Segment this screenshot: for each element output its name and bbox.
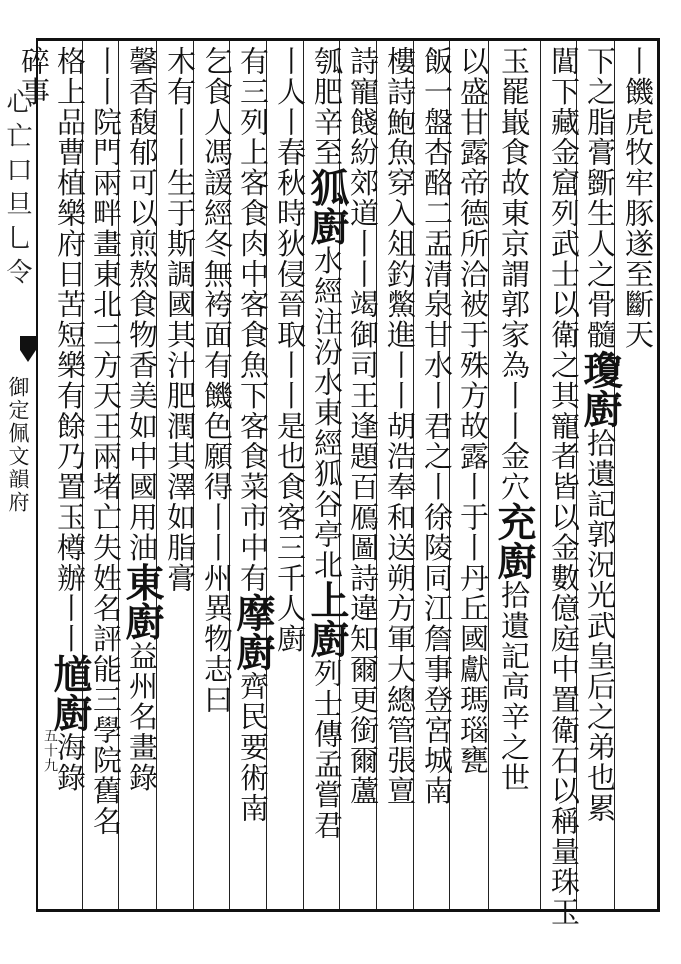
text-column (491, 46, 537, 906)
text-column (119, 46, 165, 906)
text-column (544, 46, 584, 928)
text-segment: 金數億庭中置衛石以稱量珠玉 (547, 532, 581, 928)
entry-heading: 充廚 (491, 502, 537, 580)
text-segment: 以盛甘露帝德所洽被于殊方故露丨于丨 (456, 46, 490, 563)
text-segment: 丨饑虎牧牢豚遂至斷天 (621, 46, 655, 350)
text-column (304, 46, 350, 906)
text-column (453, 46, 493, 906)
text-segment: 飯一盤杏酪二盂清泉甘水丨君之丨徐陵同江詹事登宮城南 (420, 46, 454, 806)
text-column (230, 46, 276, 906)
text-segment: 列士傳孟嘗君 (310, 658, 344, 841)
margin-fragment: 心亡口旦乚令 (2, 88, 32, 292)
text-segment: 乞食人馮諼經冬無袴面有饑色願得丨丨 (200, 46, 234, 563)
text-segment: 海錄 (53, 732, 87, 793)
text-segment: 玉罷嶯食故東京謂郭家為丨丨金穴 (497, 46, 531, 502)
text-column (197, 46, 237, 906)
text-segment: 格上品曹植樂府日苦短樂有餘乃置玉樽辦丨丨 (53, 46, 87, 654)
text-segment: 水經注汾水東經狐谷亭北 (310, 245, 344, 581)
text-segment: 益州名畫錄 (125, 640, 159, 793)
text-column (577, 46, 623, 906)
column-rule (540, 41, 541, 909)
text-segment: 食客三千人廚 (273, 471, 307, 655)
text-segment: 齊民要術南 (236, 671, 270, 824)
book-title: 御定佩文韻府 (6, 376, 30, 514)
text-column (14, 46, 54, 906)
text-column (86, 46, 126, 906)
text-column (160, 46, 200, 906)
text-segment: 有三列上客食肉中客食魚下客食菜市中有 (236, 46, 270, 594)
text-segment: 閶下藏金窟列武士以衛之其寵者皆以 (547, 46, 581, 533)
text-column (417, 46, 457, 906)
text-segment: 丹丘國獻瑪瑙甕 (456, 562, 490, 776)
text-segment: 馨香馥郁可以煎熬食物香美如中國用油 (125, 46, 159, 563)
text-segment: 拾遺記高辛之世 (497, 580, 531, 793)
text-column (380, 46, 420, 906)
text-segment: 瓠肥辛至 (310, 46, 344, 168)
text-segment: 詩寵餞紛郊道丨丨竭御司王逢題百鴈圖詩違知爾更銜爾蘆 (346, 46, 380, 806)
text-segment: 樓詩鮑魚穿入俎釣鱉進丨丨胡浩奉和送朔方軍大總管張亶 (383, 46, 417, 806)
text-segment: 三學院舊名 (89, 684, 123, 837)
entry-heading: 瓊廚 (577, 350, 623, 428)
text-segment: 拾遺記郭況光武皇后之弟也累 (583, 428, 617, 824)
entry-heading: 東廚 (119, 562, 165, 641)
text-segment: 下之脂膏斵生人之骨髓 (583, 46, 617, 350)
entry-heading: 上廚 (304, 580, 350, 659)
text-segment: 州異物志曰 (200, 562, 234, 715)
text-segment: 春秋時狄侵晉取丨丨是也 (273, 137, 307, 472)
text-segment: 木有丨丨生于斯調國其汁肥潤其澤如脂膏 (163, 46, 197, 594)
entry-heading: 摩廚 (230, 593, 276, 672)
text-segment: 丨丨院門兩畔畫東北二方天王兩堵亡失姓名評能 (89, 46, 123, 685)
text-segment: 丨人丨 (273, 46, 307, 138)
page-border-top (36, 38, 659, 41)
entry-heading: 馗廚 (47, 654, 93, 732)
text-column (47, 46, 93, 906)
text-column (618, 46, 658, 906)
text-column (270, 46, 310, 906)
text-segment: 碎事 (17, 46, 51, 107)
page-number: 五十九 (42, 728, 58, 773)
entry-heading: 狐廚 (304, 167, 350, 246)
